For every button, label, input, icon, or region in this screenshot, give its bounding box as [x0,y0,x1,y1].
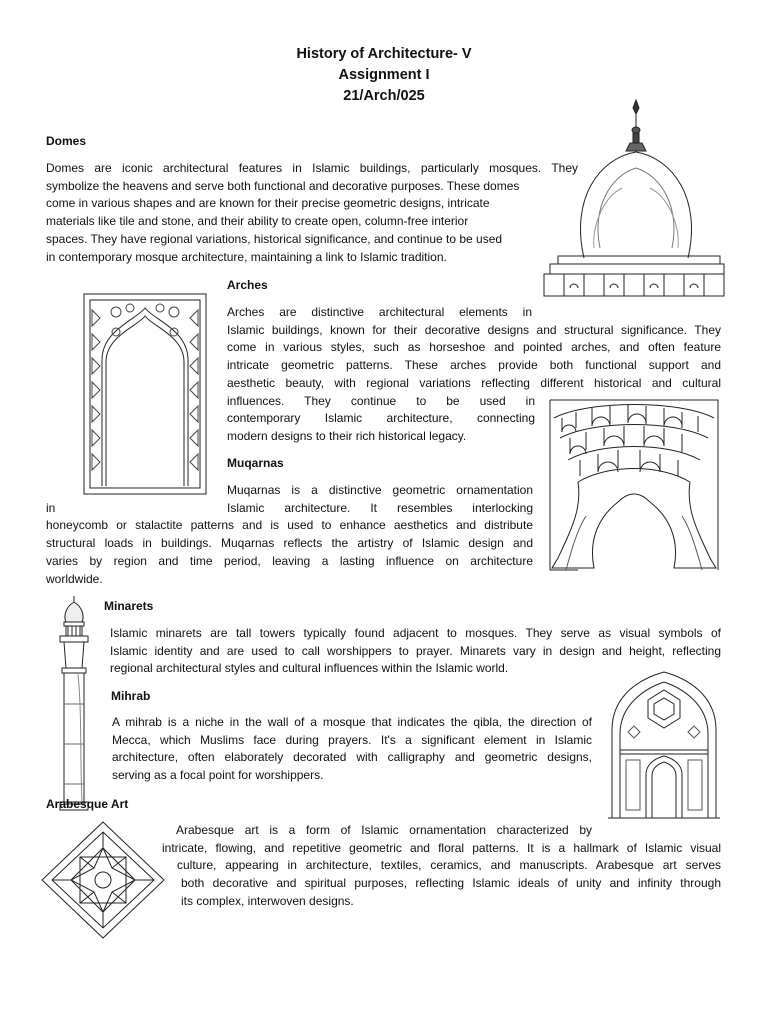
muqarnas-line: in [46,500,56,515]
student-id: 21/Arch/025 [343,88,425,104]
domes-line: spaces. They have regional variations, historical significance, and continue to be used [46,231,503,246]
arches-line: intricate geometric patterns. These arches provide both functional support and [227,358,721,373]
arches-line: Arches are distinctive architectural elements in [227,305,532,319]
muqarnas-drawing [548,398,720,572]
domes-line: come in various shapes and are known for their precise geometric designs, intricate [46,196,490,211]
arches-line: modern designs to their rich historical legacy. [227,428,467,443]
mihrab-heading: Mihrab [111,689,151,703]
course-title: History of Architecture- V [296,46,472,62]
mihrab-paragraph [112,714,592,785]
arabesque-line: culture, appearing in architecture, textiles, ceramics, and manuscripts. Arabesque art serves [177,858,721,873]
muqarnas-line: Muqarnas is a distinctive geometric ornamentation [227,483,533,497]
domes-paragraph [46,160,578,266]
mihrab-line: serving as a focal point for worshippers. [112,768,324,783]
arches-line: come in various styles, such as horseshoe and pointed arches, and often feature [227,340,721,355]
mihrab-line: Mecca, which Muslims face during prayers. It's a significant element in Islamic [112,732,592,747]
minarets-line: regional architectural styles and cultural influences within the Islamic world. [110,661,509,676]
minarets-heading: Minarets [104,599,154,613]
arabesque-line: Arabesque art is a form of Islamic ornamentation characterized by [176,823,592,837]
arabesque-line: both decorative and spiritual purposes, reflecting Islamic ideals of unity and infinity through [181,876,721,891]
arches-line: Islamic buildings, known for their decorative designs and structural significance. They [227,322,721,337]
domes-line: symbolize the heavens and serve both functional and decorative purposes. These domes [46,178,520,193]
minarets-line: Islamic identity and are used to call worshippers to prayer. Minarets vary in design and height, reflecting [110,643,721,658]
arabesque-heading: Arabesque Art [46,797,129,811]
muqarnas-line: Islamic architecture. It resembles interlocking [227,500,533,515]
muqarnas-line: structural loads in buildings. Muqarnas reflects the artistry of Islamic design and [46,536,533,551]
arabesque-paragraph [162,822,721,911]
dome-drawing [540,98,724,300]
domes-line: in contemporary mosque architecture, maintaining a link to Islamic tradition. [46,249,447,264]
arches-line: aesthetic beauty, with regional variations reflecting different historical and cultural [227,375,721,390]
muqarnas-paragraph [227,482,533,500]
arches-line: contemporary Islamic architecture, connecting [227,411,535,426]
mihrab-line: A mihrab is a niche in the wall of a mosque that indicates the qibla, the direction of [112,715,592,729]
domes-line: materials like tile and stone, and their ability to create open, column-free interior [46,214,469,229]
arches-heading: Arches [227,278,268,292]
arabesque-line: intricate, flowing, and repetitive geometric and floral patterns. It is a hallmark of Islamic visual [162,840,721,855]
minaret-drawing [52,594,96,812]
muqarnas-line: varies by region and time period, leaving a lasting influence on architecture [46,553,533,568]
muqarnas-line: honeycomb or stalactite patterns and is used to enhance aesthetics and distribute [46,518,533,533]
muqarnas-line: worldwide. [46,571,103,586]
muqarnas-heading: Muqarnas [227,456,284,470]
assignment-title: Assignment I [338,67,430,83]
muqarnas-paragraph-cont [46,500,533,589]
arabesque-line: its complex, interwoven designs. [181,893,354,908]
mihrab-line: architecture, often elaborately decorated with calligraphy and geometric designs, [112,750,592,765]
arches-line: influences. They continue to be used in [227,393,535,408]
arch-drawing [76,290,212,498]
minarets-line: Islamic minarets are tall towers typically found adjacent to mosques. They serve as visual symbols of [110,626,721,640]
arabesque-star-drawing [40,820,166,940]
domes-heading: Domes [46,134,87,148]
mihrab-drawing [608,670,720,820]
domes-line: Domes are iconic architectural features in Islamic buildings, particularly mosques. They [46,161,578,175]
